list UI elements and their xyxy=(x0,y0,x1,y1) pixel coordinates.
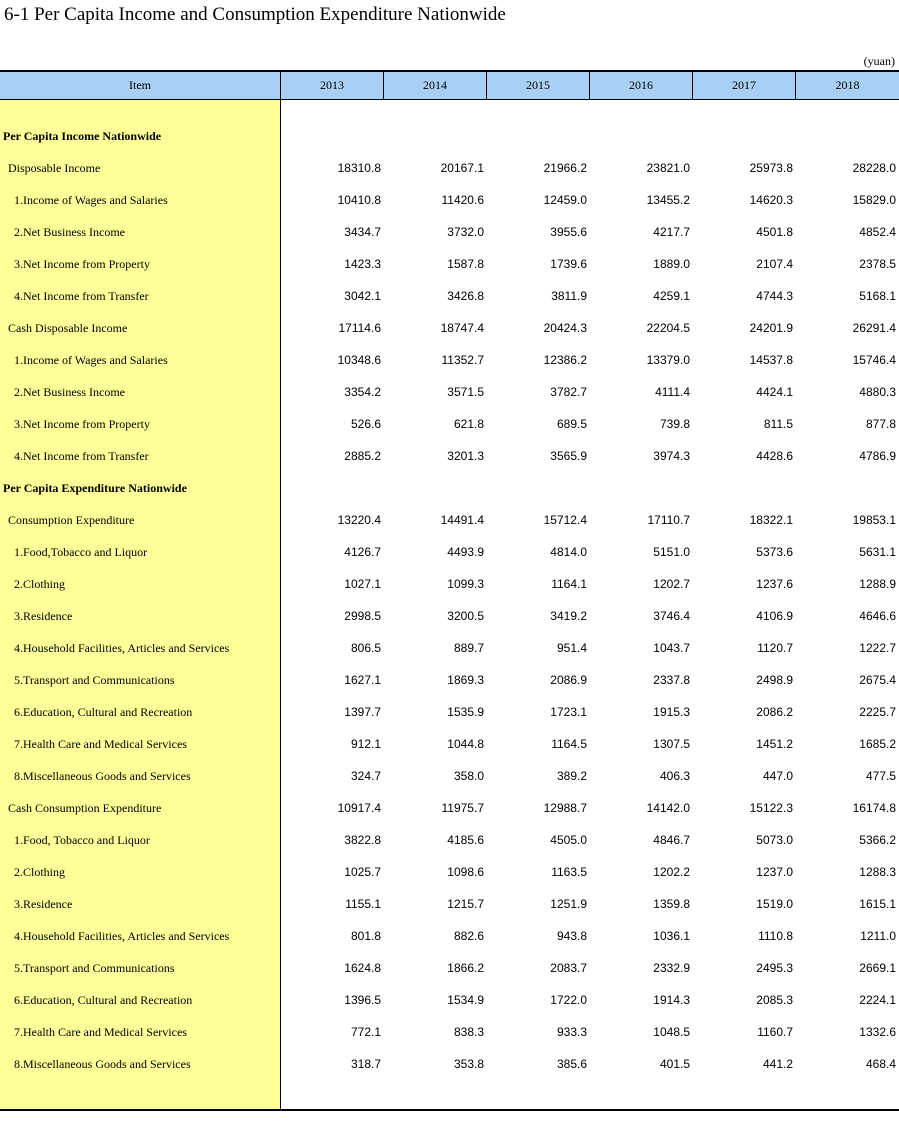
row-label: 6.Education, Cultural and Recreation xyxy=(14,705,193,719)
row-value: 4880.3 xyxy=(859,385,896,399)
row-label: 2.Net Business Income xyxy=(14,385,125,399)
row-value: 28228.0 xyxy=(852,161,896,175)
row-value: 2378.5 xyxy=(859,257,896,271)
row-label: 3.Residence xyxy=(14,609,73,623)
row-label: 5.Transport and Communications xyxy=(14,961,175,975)
header-year: 2014 xyxy=(383,72,486,99)
row-value: 468.4 xyxy=(865,1057,896,1071)
row-value: 3426.8 xyxy=(447,289,484,303)
row-value: 5631.1 xyxy=(859,545,896,559)
row-value: 1397.7 xyxy=(344,705,381,719)
row-value: 26291.4 xyxy=(852,321,896,335)
row-label: 1.Income of Wages and Salaries xyxy=(14,193,168,207)
row-value: 1914.3 xyxy=(653,993,690,1007)
row-value: 951.4 xyxy=(556,641,587,655)
row-value: 4185.6 xyxy=(447,833,484,847)
row-value: 772.1 xyxy=(350,1025,381,1039)
row-value: 3200.5 xyxy=(447,609,484,623)
row-value: 441.2 xyxy=(762,1057,793,1071)
header-year: 2015 xyxy=(486,72,589,99)
row-value: 10410.8 xyxy=(337,193,381,207)
row-value: 1036.1 xyxy=(653,929,690,943)
row-value: 2332.9 xyxy=(653,961,690,975)
header-item: Item xyxy=(129,78,151,92)
row-value: 12988.7 xyxy=(543,801,587,815)
row-value: 4111.4 xyxy=(655,385,690,399)
table-row xyxy=(0,952,899,984)
row-value: 17114.6 xyxy=(338,321,381,335)
table-row xyxy=(0,696,899,728)
row-value: 324.7 xyxy=(350,769,381,783)
row-value: 801.8 xyxy=(350,929,381,943)
row-value: 1624.8 xyxy=(344,961,381,975)
row-value: 14142.0 xyxy=(646,801,690,815)
row-value: 11420.6 xyxy=(441,193,484,207)
row-value: 838.3 xyxy=(453,1025,484,1039)
row-value: 877.8 xyxy=(865,417,896,431)
row-value: 1723.1 xyxy=(550,705,587,719)
row-value: 12459.0 xyxy=(543,193,587,207)
row-value: 1685.2 xyxy=(859,737,896,751)
row-value: 1915.3 xyxy=(653,705,690,719)
row-value: 1889.0 xyxy=(653,257,690,271)
row-value: 1215.7 xyxy=(447,897,484,911)
table-row xyxy=(0,760,899,792)
row-label: 4.Household Facilities, Articles and Services xyxy=(14,929,230,943)
row-value: 1332.6 xyxy=(859,1025,896,1039)
page-title: 6-1 Per Capita Income and Consumption Expenditure Nationwide xyxy=(4,4,506,25)
row-label: Per Capita Income Nationwide xyxy=(3,129,162,143)
row-value: 18322.1 xyxy=(749,513,793,527)
table-row xyxy=(0,248,899,280)
table-row xyxy=(0,376,899,408)
table-row xyxy=(0,280,899,312)
row-value: 4501.8 xyxy=(756,225,793,239)
row-value: 1722.0 xyxy=(550,993,587,1007)
row-value: 353.8 xyxy=(453,1057,484,1071)
row-value: 13379.0 xyxy=(646,353,690,367)
table-row xyxy=(0,568,899,600)
row-label: 5.Transport and Communications xyxy=(14,673,175,687)
row-value: 22204.5 xyxy=(646,321,690,335)
row-value: 12386.2 xyxy=(543,353,587,367)
row-value: 4852.4 xyxy=(859,225,896,239)
row-value: 1423.3 xyxy=(344,257,381,271)
row-value: 2083.7 xyxy=(550,961,587,975)
row-label: 6.Education, Cultural and Recreation xyxy=(14,993,193,1007)
table-row xyxy=(0,888,899,920)
row-value: 3974.3 xyxy=(653,449,690,463)
table-row xyxy=(0,504,899,536)
row-value: 1048.5 xyxy=(653,1025,690,1039)
row-value: 1251.9 xyxy=(550,897,587,911)
row-value: 406.3 xyxy=(659,769,690,783)
table-row xyxy=(0,120,899,152)
row-value: 2224.1 xyxy=(859,993,896,1007)
row-value: 14537.8 xyxy=(749,353,793,367)
row-value: 621.8 xyxy=(453,417,484,431)
row-value: 18310.8 xyxy=(337,161,381,175)
row-value: 1739.6 xyxy=(550,257,587,271)
row-label: 8.Miscellaneous Goods and Services xyxy=(14,1057,191,1071)
table-row xyxy=(0,792,899,824)
row-value: 1098.6 xyxy=(447,865,484,879)
header-year: 2018 xyxy=(795,72,899,99)
row-value: 385.6 xyxy=(556,1057,587,1071)
row-value: 477.5 xyxy=(865,769,896,783)
row-value: 882.6 xyxy=(453,929,484,943)
header-year: 2016 xyxy=(589,72,692,99)
row-value: 1396.5 xyxy=(344,993,381,1007)
row-value: 3354.2 xyxy=(344,385,381,399)
row-value: 2495.3 xyxy=(756,961,793,975)
row-value: 811.5 xyxy=(763,417,793,431)
row-value: 3822.8 xyxy=(344,833,381,847)
table-row xyxy=(0,216,899,248)
table-row xyxy=(0,312,899,344)
row-value: 1043.7 xyxy=(653,641,690,655)
row-value: 1163.5 xyxy=(551,865,587,879)
table-row xyxy=(0,1048,899,1080)
table-row xyxy=(0,920,899,952)
row-value: 4505.0 xyxy=(550,833,587,847)
bottom-rule xyxy=(0,1109,899,1111)
row-value: 2086.2 xyxy=(756,705,793,719)
row-value: 889.7 xyxy=(453,641,484,655)
row-label: 2.Clothing xyxy=(14,865,66,879)
row-value: 1202.2 xyxy=(653,865,690,879)
row-value: 4493.9 xyxy=(447,545,484,559)
row-label: 3.Residence xyxy=(14,897,73,911)
row-value: 5366.2 xyxy=(859,833,896,847)
row-value: 5373.6 xyxy=(756,545,793,559)
table-row xyxy=(0,856,899,888)
row-value: 1869.3 xyxy=(447,673,484,687)
row-value: 3571.5 xyxy=(447,385,484,399)
row-value: 19853.1 xyxy=(852,513,896,527)
row-label: Disposable Income xyxy=(8,161,101,175)
row-value: 1160.7 xyxy=(757,1025,793,1039)
row-value: 4786.9 xyxy=(859,449,896,463)
row-value: 11352.7 xyxy=(441,353,484,367)
row-label: Cash Disposable Income xyxy=(8,321,128,335)
row-value: 4106.9 xyxy=(756,609,793,623)
row-value: 1288.3 xyxy=(859,865,896,879)
row-value: 1534.9 xyxy=(447,993,484,1007)
row-value: 1027.1 xyxy=(344,577,381,591)
row-value: 13220.4 xyxy=(337,513,381,527)
row-label: 4.Net Income from Transfer xyxy=(14,449,149,463)
row-value: 3419.2 xyxy=(550,609,587,623)
table-row xyxy=(0,728,899,760)
row-value: 1627.1 xyxy=(344,673,381,687)
row-value: 2225.7 xyxy=(859,705,896,719)
row-value: 5168.1 xyxy=(859,289,896,303)
row-value: 4424.1 xyxy=(756,385,793,399)
row-value: 943.8 xyxy=(556,929,587,943)
row-label: 7.Health Care and Medical Services xyxy=(14,1025,187,1039)
row-value: 806.5 xyxy=(350,641,381,655)
row-value: 1099.3 xyxy=(447,577,484,591)
row-value: 3565.9 xyxy=(550,449,587,463)
row-label: 1.Food, Tobacco and Liquor xyxy=(14,833,150,847)
row-label: Consumption Expenditure xyxy=(8,513,135,527)
table-row xyxy=(0,184,899,216)
row-value: 2337.8 xyxy=(653,673,690,687)
row-value: 25973.8 xyxy=(749,161,793,175)
row-value: 4646.6 xyxy=(859,609,896,623)
row-value: 2998.5 xyxy=(344,609,381,623)
row-value: 4126.7 xyxy=(344,545,381,559)
row-value: 2086.9 xyxy=(550,673,587,687)
table-row xyxy=(0,472,899,504)
row-label: 4.Net Income from Transfer xyxy=(14,289,149,303)
row-value: 21966.2 xyxy=(543,161,587,175)
row-value: 2675.4 xyxy=(859,673,896,687)
row-value: 1615.1 xyxy=(859,897,896,911)
table-row xyxy=(0,664,899,696)
table-row xyxy=(0,1016,899,1048)
row-value: 3811.9 xyxy=(551,289,587,303)
row-value: 1519.0 xyxy=(756,897,793,911)
row-value: 5073.0 xyxy=(756,833,793,847)
row-value: 3746.4 xyxy=(653,609,690,623)
row-value: 1288.9 xyxy=(859,577,896,591)
row-label: 3.Net Income from Property xyxy=(14,257,150,271)
table-row xyxy=(0,344,899,376)
row-value: 1535.9 xyxy=(447,705,484,719)
row-value: 1237.0 xyxy=(756,865,793,879)
row-value: 1866.2 xyxy=(447,961,484,975)
row-value: 5151.0 xyxy=(653,545,690,559)
table-row xyxy=(0,152,899,184)
row-value: 3201.3 xyxy=(447,449,484,463)
row-value: 526.6 xyxy=(350,417,381,431)
row-value: 23821.0 xyxy=(646,161,690,175)
row-value: 401.5 xyxy=(659,1057,690,1071)
row-value: 389.2 xyxy=(556,769,587,783)
row-label: 4.Household Facilities, Articles and Services xyxy=(14,641,230,655)
row-value: 1451.2 xyxy=(756,737,793,751)
row-value: 1307.5 xyxy=(653,737,690,751)
row-value: 1202.7 xyxy=(653,577,690,591)
table-header xyxy=(0,72,899,100)
row-value: 4846.7 xyxy=(653,833,690,847)
row-value: 17110.7 xyxy=(647,513,690,527)
row-value: 447.0 xyxy=(762,769,793,783)
row-value: 10917.4 xyxy=(337,801,381,815)
row-value: 358.0 xyxy=(453,769,484,783)
row-value: 13455.2 xyxy=(646,193,690,207)
row-value: 2107.4 xyxy=(756,257,793,271)
row-value: 20167.1 xyxy=(440,161,484,175)
header-year: 2017 xyxy=(692,72,795,99)
row-label: 1.Income of Wages and Salaries xyxy=(14,353,168,367)
row-value: 1587.8 xyxy=(447,257,484,271)
row-value: 912.1 xyxy=(350,737,381,751)
row-value: 10348.6 xyxy=(337,353,381,367)
table-row xyxy=(0,536,899,568)
row-value: 318.7 xyxy=(350,1057,381,1071)
unit-label: (yuan) xyxy=(863,54,895,68)
row-value: 2885.2 xyxy=(344,449,381,463)
row-value: 3434.7 xyxy=(344,225,381,239)
row-value: 4217.7 xyxy=(653,225,690,239)
row-value: 14491.4 xyxy=(440,513,484,527)
row-value: 1359.8 xyxy=(653,897,690,911)
row-value: 3042.1 xyxy=(344,289,381,303)
row-label: 8.Miscellaneous Goods and Services xyxy=(14,769,191,783)
table-row xyxy=(0,984,899,1016)
row-value: 1110.8 xyxy=(758,929,793,943)
row-value: 1025.7 xyxy=(344,865,381,879)
row-label: Cash Consumption Expenditure xyxy=(8,801,162,815)
table-row xyxy=(0,632,899,664)
row-label: 1.Food,Tobacco and Liquor xyxy=(14,545,148,559)
row-value: 4259.1 xyxy=(653,289,690,303)
row-value: 1164.5 xyxy=(551,737,587,751)
row-value: 15829.0 xyxy=(852,193,896,207)
table-row xyxy=(0,440,899,472)
row-value: 2498.9 xyxy=(756,673,793,687)
row-value: 933.3 xyxy=(556,1025,587,1039)
row-value: 2669.1 xyxy=(859,961,896,975)
row-value: 2085.3 xyxy=(756,993,793,1007)
header-year: 2013 xyxy=(280,72,383,99)
row-value: 689.5 xyxy=(556,417,587,431)
table-row xyxy=(0,408,899,440)
row-value: 24201.9 xyxy=(749,321,793,335)
row-value: 4744.3 xyxy=(756,289,793,303)
row-value: 3955.6 xyxy=(550,225,587,239)
row-value: 1044.8 xyxy=(447,737,484,751)
row-value: 15712.4 xyxy=(543,513,587,527)
row-value: 1222.7 xyxy=(859,641,896,655)
row-value: 1164.1 xyxy=(551,577,587,591)
row-label: 2.Clothing xyxy=(14,577,66,591)
row-value: 1155.1 xyxy=(345,897,381,911)
row-value: 3732.0 xyxy=(447,225,484,239)
row-value: 739.8 xyxy=(659,417,690,431)
row-value: 20424.3 xyxy=(543,321,587,335)
row-value: 18747.4 xyxy=(440,321,484,335)
row-label: Per Capita Expenditure Nationwide xyxy=(3,481,187,495)
row-value: 16174.8 xyxy=(852,801,896,815)
row-label: 2.Net Business Income xyxy=(14,225,125,239)
row-value: 3782.7 xyxy=(550,385,587,399)
table-row xyxy=(0,600,899,632)
table-row xyxy=(0,824,899,856)
row-value: 15122.3 xyxy=(749,801,793,815)
row-label: 7.Health Care and Medical Services xyxy=(14,737,187,751)
row-value: 4428.6 xyxy=(756,449,793,463)
row-value: 1211.0 xyxy=(860,929,896,943)
row-value: 11975.7 xyxy=(441,801,484,815)
row-label: 3.Net Income from Property xyxy=(14,417,150,431)
row-value: 1237.6 xyxy=(756,577,793,591)
row-value: 14620.3 xyxy=(749,193,793,207)
row-value: 4814.0 xyxy=(550,545,587,559)
row-value: 15746.4 xyxy=(852,353,896,367)
row-value: 1120.7 xyxy=(757,641,793,655)
